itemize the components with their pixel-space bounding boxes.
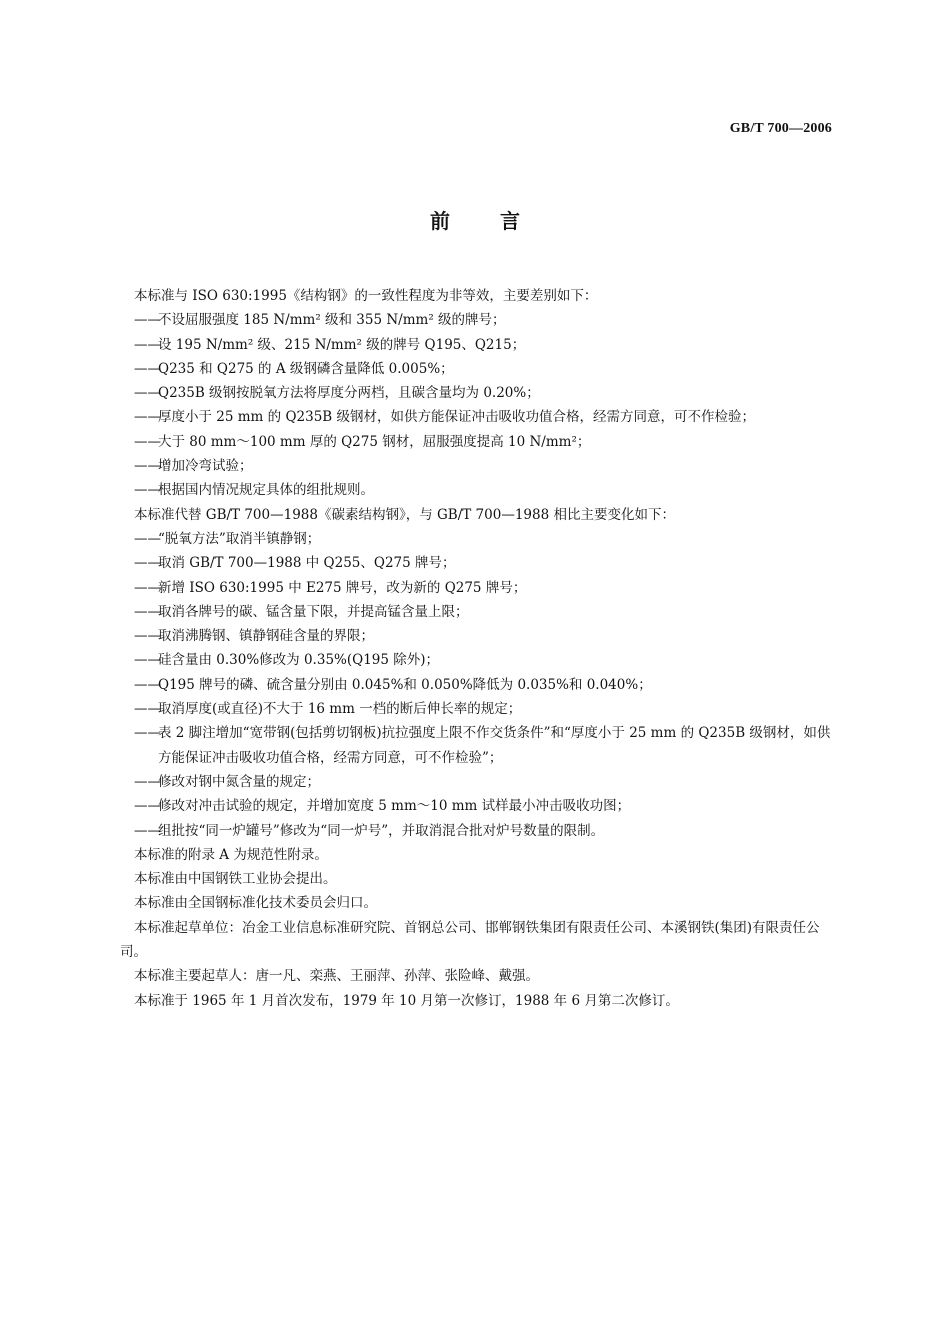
proposer-statement: 本标准由中国钢铁工业协会提出。: [134, 871, 337, 888]
list-item: ——Q195 牌号的磷、硫含量分别由 0.045%和 0.050%降低为 0.035%和 0.040%；: [120, 673, 840, 697]
foreword-body: [120, 284, 840, 1013]
list-item: ——新增 ISO 630:1995 中 E275 牌号，改为新的 Q275 牌号；: [120, 576, 840, 600]
standard-code: GB/T 700—2006: [729, 121, 832, 136]
intro-replacement-paragraph: 本标准代替 GB/T 700—1988《碳素结构钢》，与 GB/T 700—1988 相比主要变化如下：: [134, 506, 675, 523]
list-item: ——修改对钢中氮含量的规定；: [120, 770, 840, 794]
list-item: ——大于 80 mm～100 mm 厚的 Q275 钢材，屈服强度提高 10 N/mm²；: [120, 430, 840, 454]
dash-marker: ——: [134, 385, 161, 402]
dash-marker: ——: [134, 701, 161, 718]
dash-marker: ——: [134, 676, 161, 693]
list-item: ——表 2 脚注增加“宽带钢(包括剪切钢板)抗拉强度上限不作交货条件”和“厚度小于 25 mm 的 Q235B 级钢材，如供方能保证冲击吸收功值合格，经需方同意，可不作检验”；: [120, 721, 840, 770]
list-item: ——组批按“同一炉罐号”修改为“同一炉号”，并取消混合批对炉号数量的限制。: [120, 819, 840, 843]
dash-marker: ——: [134, 798, 161, 815]
dash-marker: ——: [134, 360, 161, 377]
list-item: ——修改对冲击试验的规定，并增加宽度 5 mm～10 mm 试样最小冲击吸收功图；: [120, 794, 840, 818]
dash-marker: ——: [134, 482, 161, 499]
page-title: 前言: [430, 209, 570, 233]
list-item: ——硅含量由 0.30%修改为 0.35%(Q195 除外)；: [120, 648, 840, 672]
changes-list: [120, 527, 840, 843]
publication-history-statement: 本标准于 1965 年 1 月首次发布，1979 年 10 月第一次修订，1988 年 6 月第二次修订。: [134, 992, 679, 1009]
dash-marker: ——: [134, 336, 161, 353]
annex-statement: 本标准的附录 A 为规范性附录。: [134, 846, 328, 863]
drafting-units-statement: 本标准起草单位：冶金工业信息标准研究院、首钢总公司、邯郸钢铁集团有限责任公司、本溪钢铁(集团)有限责任公司。: [120, 919, 820, 961]
list-item: ——根据国内情况规定具体的组批规则。: [120, 478, 840, 502]
dash-marker: ——: [134, 652, 161, 669]
dash-marker: ——: [134, 822, 161, 839]
dash-marker: ——: [134, 458, 161, 475]
dash-marker: ——: [134, 603, 161, 620]
list-item: ——不设屈服强度 185 N/mm² 级和 355 N/mm² 级的牌号；: [120, 308, 840, 332]
administrator-statement: 本标准由全国钢标准化技术委员会归口。: [134, 895, 377, 912]
dash-marker: ——: [134, 530, 161, 547]
dash-marker: ——: [134, 628, 161, 645]
dash-marker: ——: [134, 725, 161, 742]
list-item: ——设 195 N/mm² 级、215 N/mm² 级的牌号 Q195、Q215；: [120, 333, 840, 357]
drafters-statement: 本标准主要起草人：唐一凡、栾燕、王丽萍、孙萍、张险峰、戴强。: [134, 968, 539, 985]
differences-list: [120, 308, 840, 502]
list-item: ——取消各牌号的碳、锰含量下限，并提高锰含量上限；: [120, 600, 840, 624]
dash-marker: ——: [134, 409, 161, 426]
list-item: ——Q235 和 Q275 的 A 级钢磷含量降低 0.005%；: [120, 357, 840, 381]
list-item: ——取消厚度(或直径)不大于 16 mm 一档的断后伸长率的规定；: [120, 697, 840, 721]
dash-marker: ——: [134, 433, 161, 450]
list-item: ——Q235B 级钢按脱氧方法将厚度分两档，且碳含量均为 0.20%；: [120, 381, 840, 405]
dash-marker: ——: [134, 312, 161, 329]
dash-marker: ——: [134, 579, 161, 596]
dash-marker: ——: [134, 773, 161, 790]
intro-iso-paragraph: 本标准与 ISO 630:1995《结构钢》的一致性程度为非等效，主要差别如下：: [134, 288, 598, 304]
list-item: ——厚度小于 25 mm 的 Q235B 级钢材，如供方能保证冲击吸收功值合格，经需方同意，可不作检验；: [120, 405, 840, 429]
list-item: ——取消沸腾钢、镇静钢硅含量的界限；: [120, 624, 840, 648]
list-item: ——“脱氧方法”取消半镇静钢；: [120, 527, 840, 551]
list-item: ——取消 GB/T 700—1988 中 Q255、Q275 牌号；: [120, 551, 840, 575]
dash-marker: ——: [134, 555, 161, 572]
list-item: ——增加冷弯试验；: [120, 454, 840, 478]
